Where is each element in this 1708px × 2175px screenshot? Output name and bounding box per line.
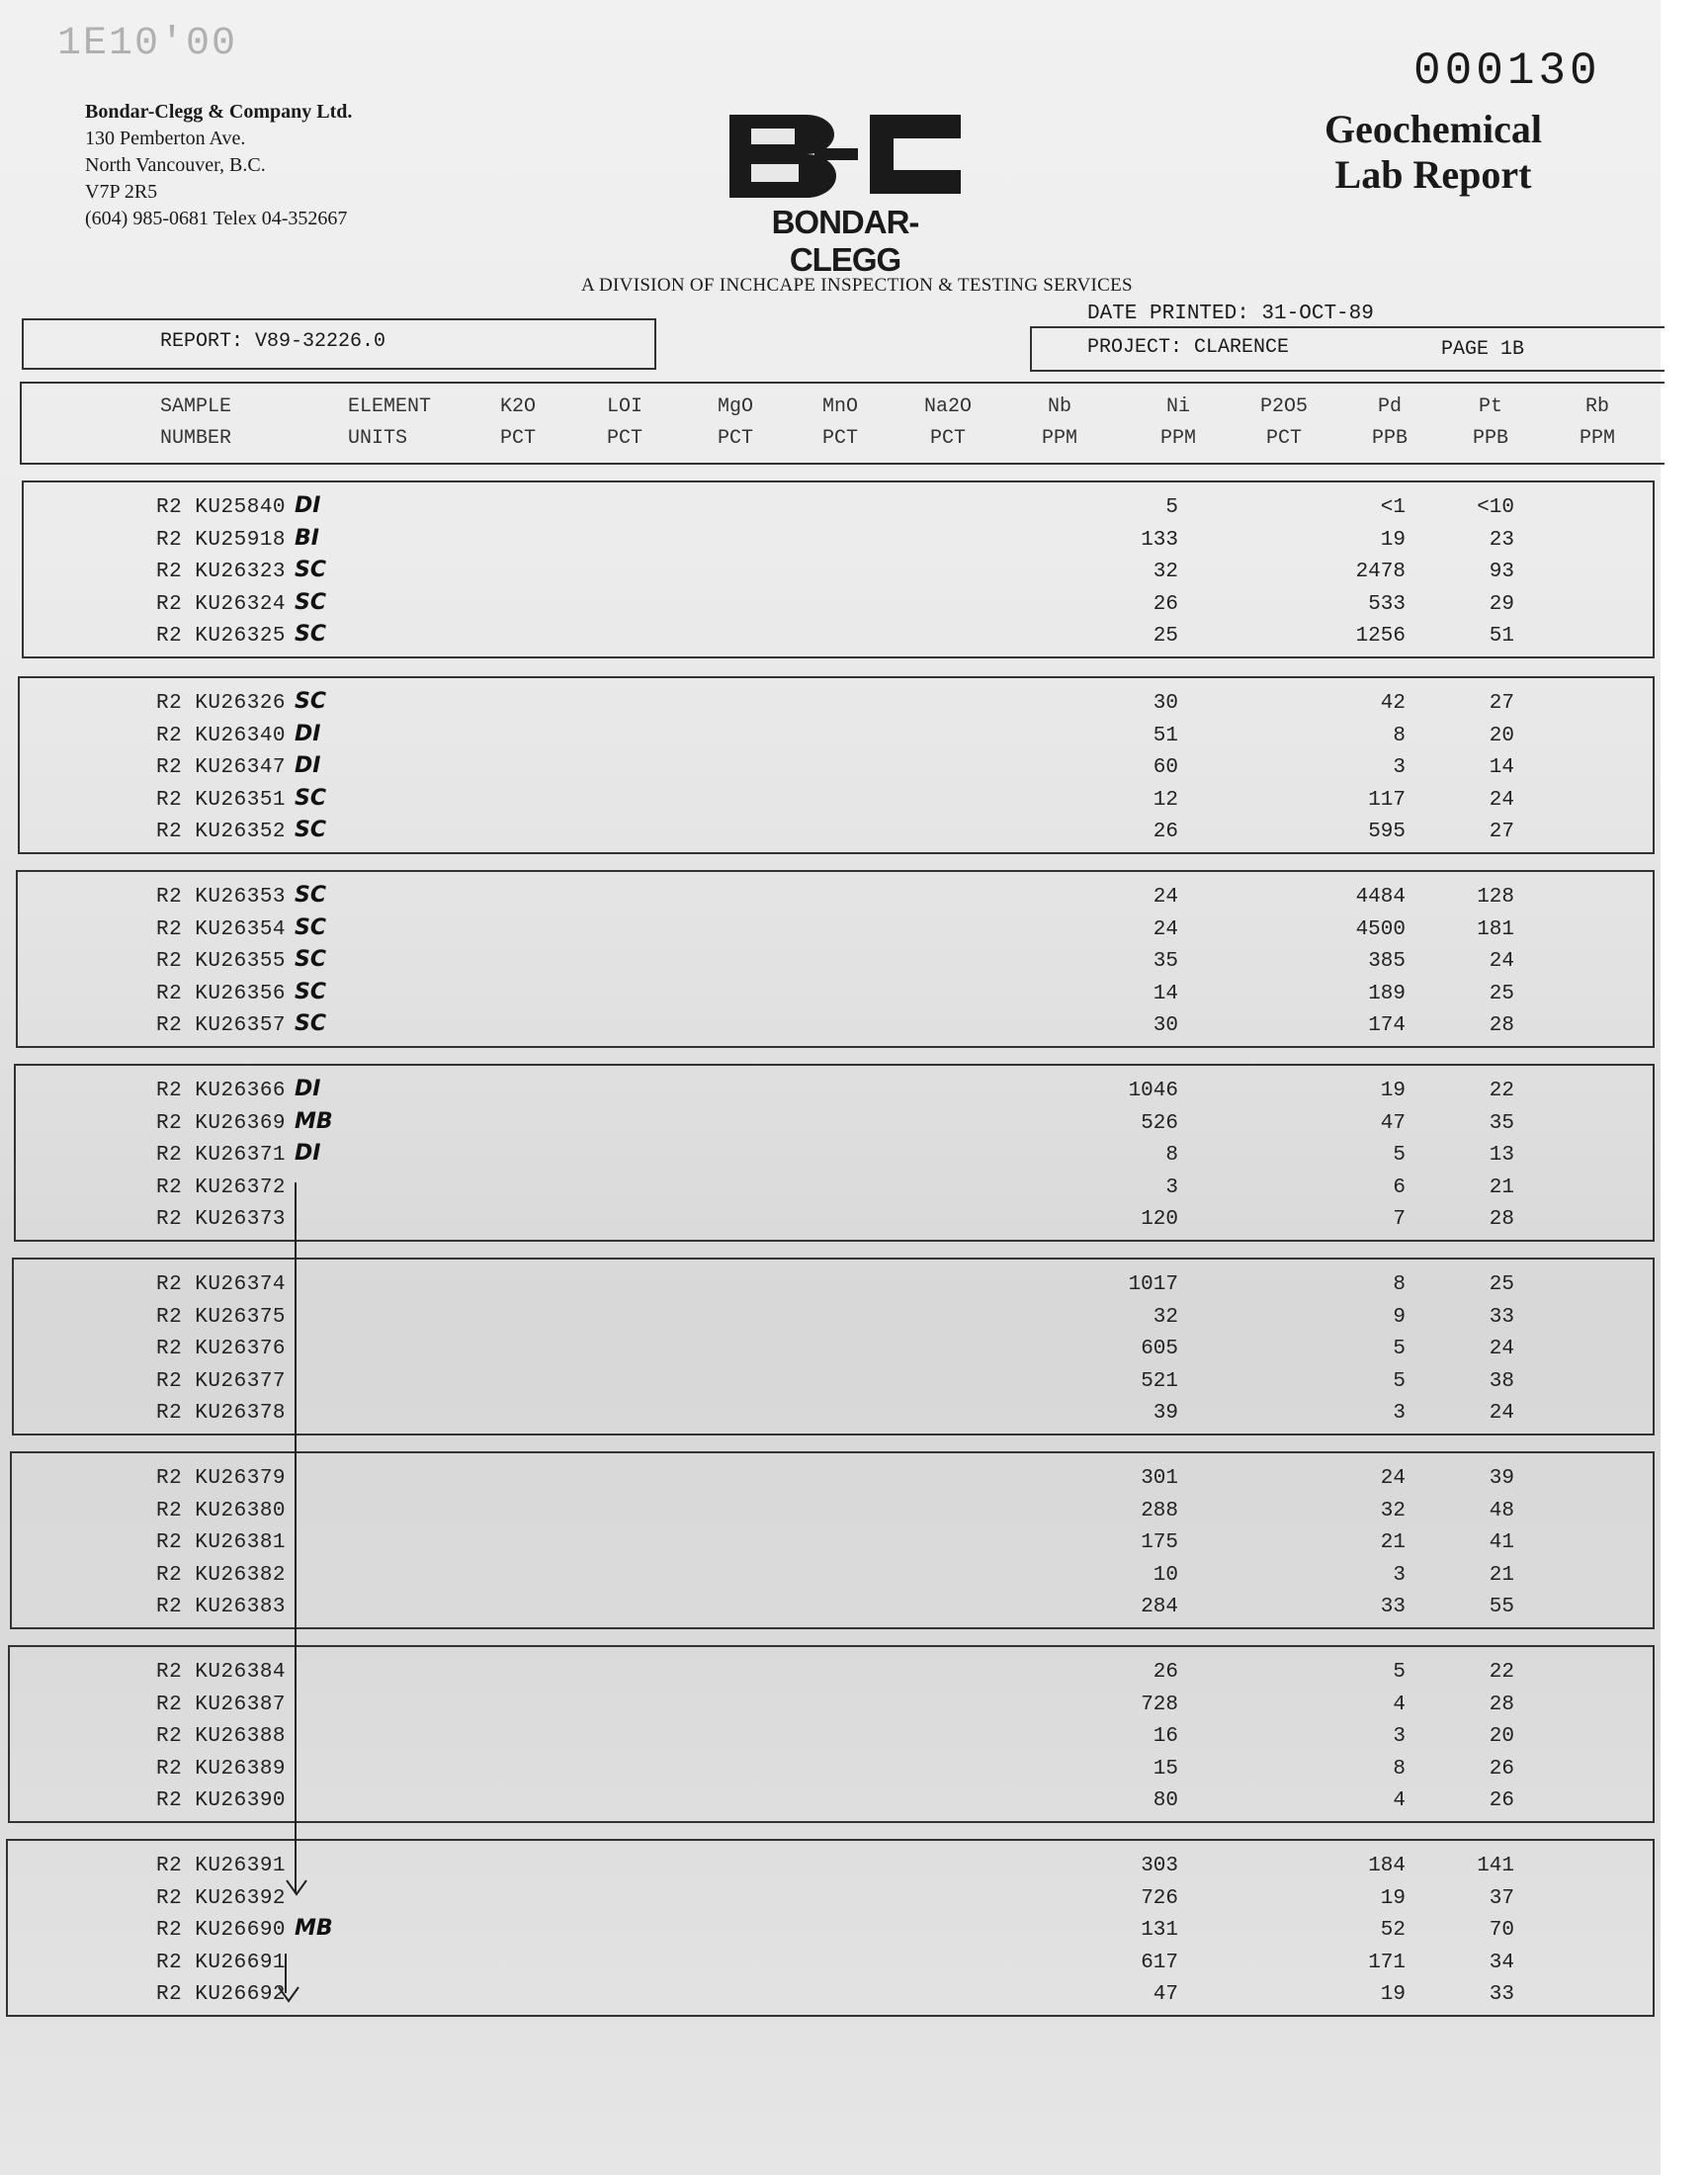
sample-number: R2 KU26340 xyxy=(156,724,287,747)
table-row xyxy=(12,1596,1653,1628)
pt-value: 70 xyxy=(1489,1919,1514,1942)
pd-value: 3 xyxy=(1393,1402,1406,1425)
sample-number: R2 KU26347 xyxy=(156,756,287,779)
table-row xyxy=(12,1564,1653,1597)
handwritten-note: SC xyxy=(295,914,326,940)
column-header xyxy=(1030,392,1089,455)
ni-value: 303 xyxy=(1141,1855,1178,1877)
ni-value: 1017 xyxy=(1128,1273,1178,1296)
column-header-bottom: PCT xyxy=(1265,427,1302,450)
pd-value: 171 xyxy=(1368,1951,1406,1974)
project-box xyxy=(1030,326,1665,372)
column-header xyxy=(488,392,548,455)
sample-number: R2 KU26357 xyxy=(156,1014,287,1037)
table-row xyxy=(24,622,1653,657)
sample-number: R2 KU26371 xyxy=(156,1144,287,1167)
sample-number: R2 KU26392 xyxy=(156,1886,287,1910)
pt-value: 34 xyxy=(1489,1951,1514,1974)
pd-value: 8 xyxy=(1393,724,1406,747)
sample-number: R2 KU26391 xyxy=(156,1855,287,1877)
ni-value: 51 xyxy=(1153,724,1178,747)
table-row xyxy=(8,1952,1653,1984)
pd-value: 1256 xyxy=(1355,625,1406,648)
ni-value: 24 xyxy=(1153,886,1178,909)
ni-value: 24 xyxy=(1153,917,1178,941)
pt-value: 37 xyxy=(1489,1886,1514,1910)
pd-value: 533 xyxy=(1368,592,1406,616)
pt-value: 27 xyxy=(1489,692,1514,715)
pd-value: 117 xyxy=(1368,788,1406,812)
handwritten-note: SC xyxy=(295,558,326,582)
report-title xyxy=(1285,107,1581,198)
ni-value: 47 xyxy=(1153,1983,1178,2006)
sample-number: R2 KU26378 xyxy=(156,1402,287,1425)
ni-value: 26 xyxy=(1153,821,1178,843)
column-header-row xyxy=(20,382,1665,465)
pt-value: 93 xyxy=(1489,561,1514,583)
table-row xyxy=(12,1467,1653,1500)
column-header-bottom: PCT xyxy=(717,427,753,450)
handwritten-note: SC xyxy=(295,883,326,908)
pt-value: 141 xyxy=(1477,1855,1514,1877)
ni-value: 284 xyxy=(1141,1596,1178,1618)
ni-value: 8 xyxy=(1165,1144,1178,1167)
pt-value: 27 xyxy=(1489,821,1514,843)
pt-value: 24 xyxy=(1489,1338,1514,1360)
company-phone: (604) 985-0681 Telex 04-352667 xyxy=(85,208,348,229)
sample-group xyxy=(16,870,1655,1048)
column-header xyxy=(1461,392,1520,455)
report-number: REPORT: V89-32226.0 xyxy=(160,330,386,353)
ni-value: 617 xyxy=(1141,1951,1178,1974)
pt-value: 25 xyxy=(1489,1273,1514,1296)
sample-number: R2 KU26690 xyxy=(156,1919,287,1942)
column-header-bottom: PPM xyxy=(1159,427,1196,450)
table-row xyxy=(20,689,1653,725)
ni-value: 16 xyxy=(1153,1725,1178,1748)
table-row xyxy=(18,1011,1653,1047)
ni-value: 605 xyxy=(1141,1338,1178,1360)
sample-number: R2 KU26366 xyxy=(156,1080,287,1102)
column-header-top: Nb xyxy=(1047,395,1071,418)
pd-value: 5 xyxy=(1393,1369,1406,1393)
pt-value: 20 xyxy=(1489,724,1514,747)
sample-number: R2 KU26387 xyxy=(156,1693,287,1716)
ni-value: 26 xyxy=(1153,592,1178,616)
table-row xyxy=(16,1176,1653,1209)
logo-wordmark: BONDAR-CLEGG xyxy=(771,204,919,278)
ni-value: 26 xyxy=(1153,1661,1178,1684)
date-printed: DATE PRINTED: 31-OCT-89 xyxy=(1087,303,1374,325)
table-row xyxy=(18,914,1653,951)
column-header-bottom: PPM xyxy=(1579,427,1615,450)
column-header xyxy=(811,392,870,455)
pd-value: 8 xyxy=(1393,1757,1406,1781)
table-row xyxy=(10,1758,1653,1790)
table-row xyxy=(14,1306,1653,1339)
ni-value: 1046 xyxy=(1128,1080,1178,1102)
pd-value: 189 xyxy=(1368,982,1406,1005)
pd-value: 9 xyxy=(1393,1305,1406,1329)
column-header-bottom: PPM xyxy=(1041,427,1077,450)
pd-value: 32 xyxy=(1380,1499,1406,1522)
table-row xyxy=(8,1855,1653,1887)
sample-number: R2 KU26389 xyxy=(156,1757,287,1781)
pd-value: 595 xyxy=(1368,821,1406,843)
column-header-bottom: PCT xyxy=(821,427,858,450)
stamp-number-faded: 1E10'00 xyxy=(57,22,238,66)
column-header-bottom: NUMBER xyxy=(160,427,232,450)
pt-value: 28 xyxy=(1489,1208,1514,1231)
column-header-top: MgO xyxy=(717,395,753,418)
table-row xyxy=(10,1725,1653,1758)
sample-number: R2 KU26352 xyxy=(156,821,287,843)
ni-value: 288 xyxy=(1141,1499,1178,1522)
sample-number: R2 KU26380 xyxy=(156,1499,287,1522)
pd-value: 5 xyxy=(1393,1144,1406,1167)
sample-number: R2 KU26372 xyxy=(156,1175,287,1199)
pd-value: 19 xyxy=(1380,1886,1406,1910)
table-row xyxy=(16,1141,1653,1176)
table-row xyxy=(20,785,1653,822)
pt-value: 26 xyxy=(1489,1789,1514,1812)
pt-value: 128 xyxy=(1477,886,1514,909)
pd-value: 6 xyxy=(1393,1175,1406,1199)
pd-value: 19 xyxy=(1380,528,1406,552)
column-header-top: ELEMENT xyxy=(348,395,432,418)
division-tagline: A DIVISION OF INCHCAPE INSPECTION & TESTING SERVICES xyxy=(581,275,1133,296)
handwritten-note: DI xyxy=(295,753,321,778)
sample-number: R2 KU26381 xyxy=(156,1531,287,1554)
sample-number: R2 KU26323 xyxy=(156,561,287,583)
pd-value: 385 xyxy=(1368,950,1406,973)
pt-value: 22 xyxy=(1489,1661,1514,1684)
pt-value: 21 xyxy=(1489,1175,1514,1199)
pd-value: 21 xyxy=(1380,1531,1406,1554)
pd-value: 174 xyxy=(1368,1014,1406,1037)
project-name: PROJECT: CLARENCE xyxy=(1087,336,1290,359)
stamp-number: 000130 xyxy=(1413,45,1601,97)
column-header-top: SAMPLE xyxy=(160,395,232,418)
report-title-line-2: Lab Report xyxy=(1334,152,1532,197)
sample-group xyxy=(18,676,1655,854)
pt-value: 33 xyxy=(1489,1983,1514,2006)
page-number: PAGE 1B xyxy=(1441,338,1525,361)
column-header-bottom: PPB xyxy=(1371,427,1408,450)
sample-group xyxy=(10,1451,1655,1629)
company-address-block xyxy=(85,99,352,232)
column-header-top: Rb xyxy=(1584,395,1609,418)
pd-value: 33 xyxy=(1380,1596,1406,1618)
sample-group xyxy=(14,1064,1655,1242)
table-row xyxy=(10,1694,1653,1726)
pd-value: 184 xyxy=(1368,1855,1406,1877)
sample-number: R2 KU26351 xyxy=(156,788,287,812)
pt-value: 22 xyxy=(1489,1080,1514,1102)
column-header xyxy=(1249,392,1319,455)
handwritten-note: SC xyxy=(295,979,326,1004)
pd-value: 3 xyxy=(1393,756,1406,779)
sample-number: R2 KU26326 xyxy=(156,692,287,715)
handwritten-note: DI xyxy=(295,1077,321,1101)
ni-value: 12 xyxy=(1153,788,1178,812)
pt-value: 51 xyxy=(1489,625,1514,648)
pt-value: 39 xyxy=(1489,1467,1514,1490)
sample-number: R2 KU26377 xyxy=(156,1369,287,1393)
sample-number: R2 KU26354 xyxy=(156,917,287,941)
sample-number: R2 KU26388 xyxy=(156,1725,287,1748)
sample-number: R2 KU26353 xyxy=(156,886,287,909)
sample-group xyxy=(22,480,1655,658)
pd-value: 2478 xyxy=(1355,561,1406,583)
pt-value: 24 xyxy=(1489,1402,1514,1425)
handwritten-note: BI xyxy=(295,525,319,551)
sample-number: R2 KU25918 xyxy=(156,528,287,552)
bc-logo-mark-icon xyxy=(722,111,969,200)
ni-value: 120 xyxy=(1141,1208,1178,1231)
ni-value: 30 xyxy=(1153,1014,1178,1037)
table-row xyxy=(24,558,1653,593)
column-header xyxy=(1568,392,1627,455)
sample-group xyxy=(6,1839,1655,2017)
column-header-bottom: PCT xyxy=(606,427,642,450)
pt-value: 24 xyxy=(1489,950,1514,973)
handwritten-note: MB xyxy=(295,1916,333,1941)
column-header-top: Pd xyxy=(1377,395,1402,418)
pt-value: 28 xyxy=(1489,1693,1514,1716)
table-row xyxy=(14,1402,1653,1435)
ni-value: 5 xyxy=(1165,496,1178,519)
handwritten-note: SC xyxy=(295,622,326,647)
table-row xyxy=(18,947,1653,983)
sample-number: R2 KU26384 xyxy=(156,1661,287,1684)
pt-value: 25 xyxy=(1489,982,1514,1005)
sample-number: R2 KU26383 xyxy=(156,1596,287,1618)
sample-number: R2 KU26692 xyxy=(156,1983,287,2006)
pd-value: 3 xyxy=(1393,1563,1406,1587)
company-postal-code: V7P 2R5 xyxy=(85,181,158,203)
pd-value: 4484 xyxy=(1355,886,1406,909)
ni-value: 32 xyxy=(1153,1305,1178,1329)
sample-number: R2 KU26374 xyxy=(156,1273,287,1296)
handwritten-note: DI xyxy=(295,1141,321,1166)
sample-number: R2 KU25840 xyxy=(156,496,287,519)
table-row xyxy=(14,1338,1653,1370)
column-header-top: K2O xyxy=(499,395,536,418)
handwritten-note: DI xyxy=(295,721,321,746)
pd-value: 3 xyxy=(1393,1725,1406,1748)
ni-value: 25 xyxy=(1153,625,1178,648)
pd-value: 42 xyxy=(1380,692,1406,715)
handwritten-note: SC xyxy=(295,947,326,972)
pd-value: 19 xyxy=(1380,1983,1406,2006)
table-row xyxy=(14,1273,1653,1306)
pd-value: 4 xyxy=(1393,1693,1406,1716)
ni-value: 35 xyxy=(1153,950,1178,973)
ni-value: 301 xyxy=(1141,1467,1178,1490)
table-row xyxy=(24,589,1653,626)
column-header xyxy=(1360,392,1419,455)
column-header-top: Ni xyxy=(1165,395,1190,418)
report-title-line-1: Geochemical xyxy=(1324,107,1542,151)
sample-number: R2 KU26390 xyxy=(156,1789,287,1812)
pt-value: 41 xyxy=(1489,1531,1514,1554)
bondar-clegg-logo xyxy=(722,111,969,279)
pt-value: 21 xyxy=(1489,1563,1514,1587)
handwritten-note: SC xyxy=(295,689,326,714)
table-row xyxy=(8,1983,1653,2016)
ni-value: 80 xyxy=(1153,1789,1178,1812)
column-header xyxy=(160,392,269,455)
ni-value: 10 xyxy=(1153,1563,1178,1587)
pt-value: 48 xyxy=(1489,1499,1514,1522)
table-row xyxy=(12,1500,1653,1532)
pd-value: 4 xyxy=(1393,1789,1406,1812)
handwritten-note: MB xyxy=(295,1108,333,1134)
sample-group xyxy=(12,1258,1655,1436)
sample-number: R2 KU26375 xyxy=(156,1305,287,1329)
table-row xyxy=(18,883,1653,918)
column-header xyxy=(1149,392,1208,455)
column-header-bottom: UNITS xyxy=(348,427,408,450)
table-row xyxy=(12,1531,1653,1564)
pt-value: 24 xyxy=(1489,788,1514,812)
ni-value: 39 xyxy=(1153,1402,1178,1425)
ni-value: 133 xyxy=(1141,528,1178,552)
handwritten-note: SC xyxy=(295,785,326,811)
column-header-bottom: PPB xyxy=(1472,427,1508,450)
pd-value: 47 xyxy=(1380,1111,1406,1135)
ni-value: 30 xyxy=(1153,692,1178,715)
pd-value: 4500 xyxy=(1355,917,1406,941)
pt-value: 35 xyxy=(1489,1111,1514,1135)
sample-number: R2 KU26356 xyxy=(156,982,287,1005)
ni-value: 728 xyxy=(1141,1693,1178,1716)
arrow-down-icon xyxy=(285,1878,308,1898)
ni-value: 14 xyxy=(1153,982,1178,1005)
ni-value: 131 xyxy=(1141,1919,1178,1942)
pt-value: 26 xyxy=(1489,1757,1514,1781)
sample-number: R2 KU26355 xyxy=(156,950,287,973)
company-name: Bondar-Clegg & Company Ltd. xyxy=(85,101,353,123)
pt-value: 33 xyxy=(1489,1305,1514,1329)
sample-number: R2 KU26691 xyxy=(156,1951,287,1974)
sample-number: R2 KU26376 xyxy=(156,1338,287,1360)
pd-value: 7 xyxy=(1393,1208,1406,1231)
sample-number: R2 KU26369 xyxy=(156,1111,287,1135)
pt-value: 20 xyxy=(1489,1725,1514,1748)
table-row xyxy=(16,1077,1653,1112)
table-row xyxy=(8,1887,1653,1920)
table-row xyxy=(20,753,1653,789)
table-row xyxy=(10,1661,1653,1694)
column-header-bottom: PCT xyxy=(499,427,536,450)
ni-value: 32 xyxy=(1153,561,1178,583)
ni-value: 175 xyxy=(1141,1531,1178,1554)
ni-value: 521 xyxy=(1141,1369,1178,1393)
ni-value: 15 xyxy=(1153,1757,1178,1781)
pd-value: 5 xyxy=(1393,1661,1406,1684)
report-number-box xyxy=(22,318,656,370)
column-header xyxy=(706,392,765,455)
ni-value: 3 xyxy=(1165,1175,1178,1199)
table-row xyxy=(20,818,1653,853)
pd-value: 5 xyxy=(1393,1338,1406,1360)
pd-value: 8 xyxy=(1393,1273,1406,1296)
arrow-down-icon xyxy=(277,1985,300,2005)
column-header-top: Pt xyxy=(1478,395,1502,418)
table-row xyxy=(16,1208,1653,1241)
handwritten-note: SC xyxy=(295,589,326,615)
handwritten-note: SC xyxy=(295,818,326,842)
pt-value: 38 xyxy=(1489,1369,1514,1393)
sample-number: R2 KU26324 xyxy=(156,592,287,616)
pt-value: 23 xyxy=(1489,528,1514,552)
column-header xyxy=(913,392,982,455)
pt-value: 14 xyxy=(1489,756,1514,779)
pd-value: <1 xyxy=(1380,496,1406,519)
company-address-line-1: 130 Pemberton Ave. xyxy=(85,128,246,149)
sample-group xyxy=(8,1645,1655,1823)
ni-value: 60 xyxy=(1153,756,1178,779)
table-row xyxy=(24,493,1653,529)
pt-value: <10 xyxy=(1477,496,1514,519)
pd-value: 19 xyxy=(1380,1080,1406,1102)
sample-number: R2 KU26325 xyxy=(156,625,287,648)
column-header xyxy=(595,392,654,455)
sample-number: R2 KU26379 xyxy=(156,1467,287,1490)
ni-value: 726 xyxy=(1141,1886,1178,1910)
table-row xyxy=(20,721,1653,757)
column-header-top: Na2O xyxy=(923,395,972,418)
pt-value: 55 xyxy=(1489,1596,1514,1618)
ni-value: 526 xyxy=(1141,1111,1178,1135)
table-row xyxy=(10,1789,1653,1822)
column-header-top: MnO xyxy=(821,395,858,418)
column-header-bottom: PCT xyxy=(929,427,966,450)
column-header-top: LOI xyxy=(606,395,642,418)
column-header-top: P2O5 xyxy=(1259,395,1308,418)
pd-value: 24 xyxy=(1380,1467,1406,1490)
sample-number: R2 KU26373 xyxy=(156,1208,287,1231)
pt-value: 13 xyxy=(1489,1144,1514,1167)
pt-value: 28 xyxy=(1489,1014,1514,1037)
handwritten-ditto-line xyxy=(295,1182,297,1892)
table-row xyxy=(8,1916,1653,1952)
pt-value: 29 xyxy=(1489,592,1514,616)
sample-number: R2 KU26382 xyxy=(156,1563,287,1587)
table-row xyxy=(16,1108,1653,1145)
pd-value: 52 xyxy=(1380,1919,1406,1942)
handwritten-note: SC xyxy=(295,1011,326,1036)
table-row xyxy=(24,525,1653,562)
handwritten-note: DI xyxy=(295,493,321,518)
column-header xyxy=(348,392,467,455)
company-address-line-2: North Vancouver, B.C. xyxy=(85,154,266,176)
pt-value: 181 xyxy=(1477,917,1514,941)
table-row xyxy=(18,979,1653,1015)
table-row xyxy=(14,1370,1653,1403)
